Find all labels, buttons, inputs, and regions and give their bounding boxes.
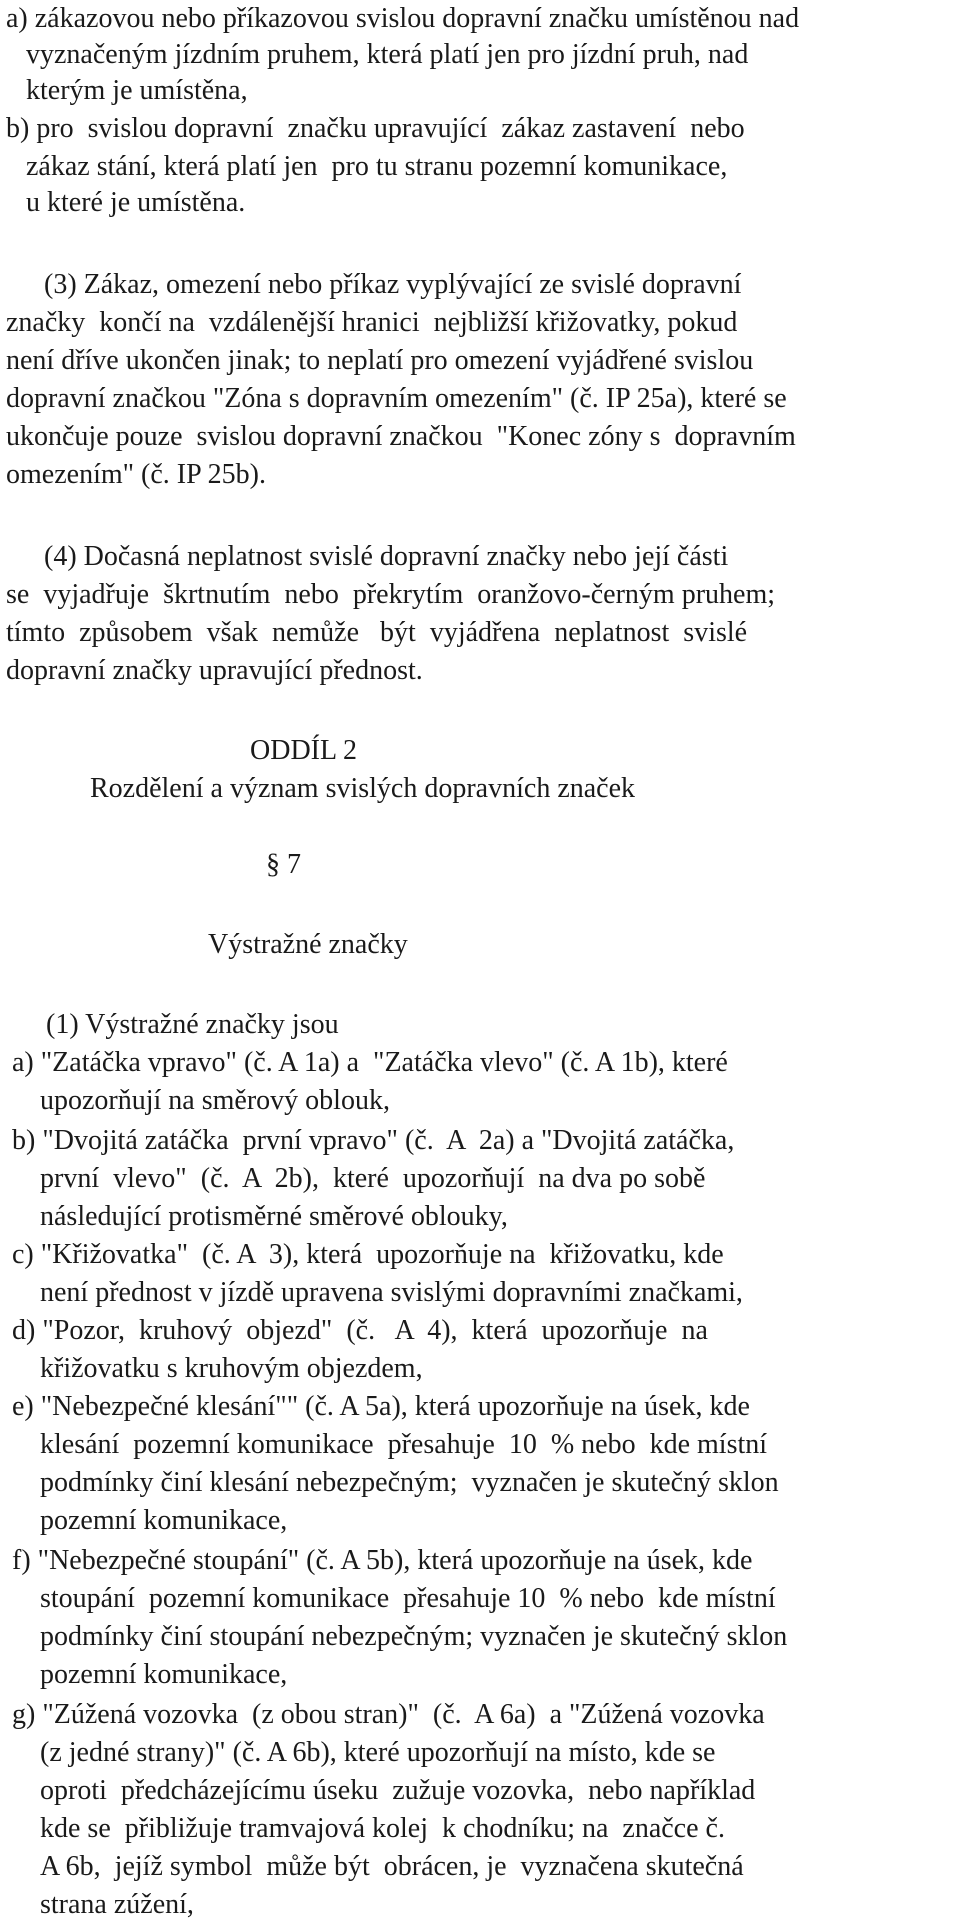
list-item-line: první vlevo" (č. A 2b), které upozorňují na dva po sobě <box>40 1163 706 1194</box>
list-item-line: f) "Nebezpečné stoupání" (č. A 5b), která upozorňuje na úsek, kde <box>12 1545 753 1576</box>
paragraph-3-line: omezením" (č. IP 25b). <box>6 459 266 490</box>
list-item-line: podmínky činí klesání nebezpečným; vyznačen je skutečný sklon <box>40 1467 779 1498</box>
list-item-line: pozemní komunikace, <box>40 1505 288 1536</box>
list-item-line: klesání pozemní komunikace přesahuje 10 % nebo kde místní <box>40 1429 768 1460</box>
text-line: zákaz stání, která platí jen pro tu stranu pozemní komunikace, <box>26 151 728 182</box>
list-item-line: e) "Nebezpečné klesání"" (č. A 5a), která upozorňuje na úsek, kde <box>12 1391 750 1422</box>
list-item-line: strana zúžení, <box>40 1889 194 1920</box>
text-line: vyznačeným jízdním pruhem, která platí jen pro jízdní pruh, nad <box>26 39 749 70</box>
paragraph-4-line: (4) Dočasná neplatnost svislé dopravní značky nebo její části <box>44 541 729 572</box>
paragraph-3-line: není dříve ukončen jinak; to neplatí pro omezení vyjádřené svislou <box>6 345 754 376</box>
paragraph-title: Výstražné značky <box>208 929 408 960</box>
paragraph-3-line: značky končí na vzdálenější hranici nejbližší křižovatky, pokud <box>6 307 738 338</box>
list-intro: (1) Výstražné značky jsou <box>46 1009 339 1040</box>
list-item-line: křižovatku s kruhovým objezdem, <box>40 1353 423 1384</box>
paragraph-number: § 7 <box>266 849 301 880</box>
list-item-line: stoupání pozemní komunikace přesahuje 10 % nebo kde místní <box>40 1583 776 1614</box>
list-item-line: kde se přibližuje tramvajová kolej k chodníku; na značce č. <box>40 1813 725 1844</box>
list-item-line: A 6b, jejíž symbol může být obrácen, je vyznačena skutečná <box>40 1851 744 1882</box>
list-item-line: podmínky činí stoupání nebezpečným; vyznačen je skutečný sklon <box>40 1621 788 1652</box>
paragraph-3-line: dopravní značkou "Zóna s dopravním omezením" (č. IP 25a), které se <box>6 383 787 414</box>
paragraph-4-line: se vyjadřuje škrtnutím nebo překrytím oranžovo-černým pruhem; <box>6 579 776 610</box>
section-heading: ODDÍL 2 <box>250 735 358 766</box>
paragraph-3-line: ukončuje pouze svislou dopravní značkou "Konec zóny s dopravním <box>6 421 796 452</box>
list-item-line: upozorňují na směrový oblouk, <box>40 1085 390 1116</box>
paragraph-4-line: tímto způsobem však nemůže být vyjádřena neplatnost svislé <box>6 617 748 648</box>
paragraph-3-line: (3) Zákaz, omezení nebo příkaz vyplývající ze svislé dopravní <box>44 269 742 300</box>
list-item-line: není přednost v jízdě upravena svislými dopravními značkami, <box>40 1277 743 1308</box>
list-item-line: pozemní komunikace, <box>40 1659 288 1690</box>
list-item-line: c) "Křižovatka" (č. A 3), která upozorňuje na křižovatku, kde <box>12 1239 724 1270</box>
text-line: a) zákazovou nebo příkazovou svislou dopravní značku umístěnou nad <box>6 3 800 34</box>
list-item-line: a) "Zatáčka vpravo" (č. A 1a) a "Zatáčka vlevo" (č. A 1b), které <box>12 1047 728 1078</box>
list-item-line: b) "Dvojitá zatáčka první vpravo" (č. A 2a) a "Dvojitá zatáčka, <box>12 1125 735 1156</box>
text-line: kterým je umístěna, <box>26 75 248 106</box>
list-item-line: následující protisměrné směrové oblouky, <box>40 1201 508 1232</box>
list-item-line: (z jedné strany)" (č. A 6b), které upozorňují na místo, kde se <box>40 1737 716 1768</box>
text-line: u které je umístěna. <box>26 187 246 218</box>
text-line: b) pro svislou dopravní značku upravující zákaz zastavení nebo <box>6 113 745 144</box>
paragraph-4-line: dopravní značky upravující přednost. <box>6 655 423 686</box>
list-item-line: oproti předcházejícímu úseku zužuje vozovka, nebo například <box>40 1775 756 1806</box>
list-item-line: g) "Zúžená vozovka (z obou stran)" (č. A 6a) a "Zúžená vozovka <box>12 1699 765 1730</box>
list-item-line: d) "Pozor, kruhový objezd" (č. A 4), která upozorňuje na <box>12 1315 708 1346</box>
section-subtitle: Rozdělení a význam svislých dopravních značek <box>90 773 636 804</box>
